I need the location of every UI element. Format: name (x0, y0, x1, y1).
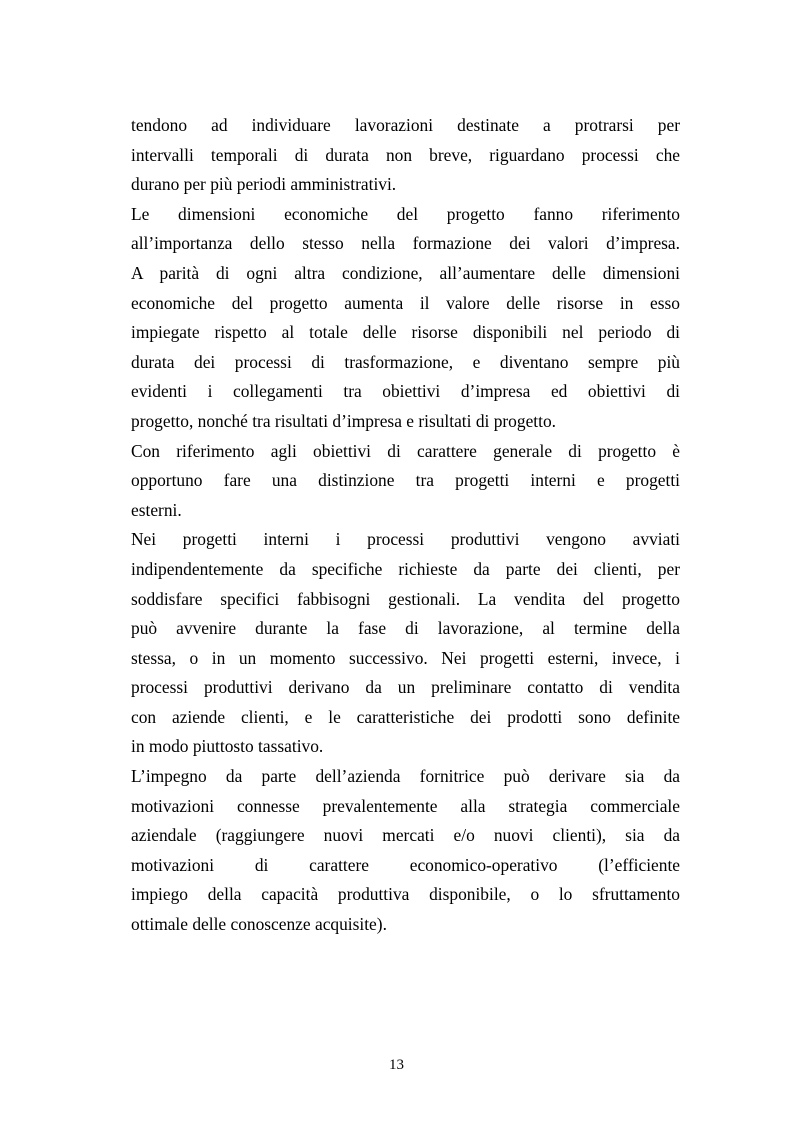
text-line: aziendale (raggiungere nuovi mercati e/o nuovi clienti), sia da (131, 825, 680, 846)
body-text (131, 111, 680, 940)
paragraph (131, 437, 680, 526)
text-line: opportuno fare una distinzione tra progetti interni e progetti (131, 470, 680, 491)
text-line: ottimale delle conoscenze acquisite). (131, 914, 387, 935)
text-line: durata dei processi di trasformazione, e diventano sempre più (131, 351, 680, 372)
text-line: motivazioni di carattere economico-operativo (l’efficiente (131, 854, 680, 875)
paragraph (131, 111, 680, 200)
text-line: durano per più periodi amministrativi. (131, 174, 397, 195)
text-line: motivazioni connesse prevalentemente alla strategia commerciale (131, 795, 680, 816)
text-line: Nei progetti interni i processi produttivi vengono avviati (131, 529, 680, 550)
text-line: esterni. (131, 499, 182, 520)
text-line: economiche del progetto aumenta il valore delle risorse in esso (131, 292, 680, 313)
text-line: L’impegno da parte dell’azienda fornitrice può derivare sia da (131, 766, 680, 787)
text-line: può avvenire durante la fase di lavorazione, al termine della (131, 618, 680, 639)
text-line: Le dimensioni economiche del progetto fanno riferimento (131, 203, 680, 224)
text-line: Con riferimento agli obiettivi di carattere generale di progetto è (131, 440, 680, 461)
paragraph (131, 525, 680, 762)
text-line: processi produttivi derivano da un preliminare contatto di vendita (131, 677, 680, 698)
text-line: tendono ad individuare lavorazioni destinate a protrarsi per (131, 115, 680, 135)
page-number: 13 (389, 1057, 404, 1073)
text-line: soddisfare specifici fabbisogni gestionali. La vendita del progetto (131, 588, 680, 609)
text-line: indipendentemente da specifiche richieste da parte dei clienti, per (131, 558, 680, 579)
text-line: progetto, nonché tra risultati d’impresa e risultati di progetto. (131, 410, 556, 431)
text-line: A parità di ogni altra condizione, all’aumentare delle dimensioni (131, 262, 680, 283)
text-line: impiegate rispetto al totale delle risorse disponibili nel periodo di (131, 322, 680, 343)
text-line: evidenti i collegamenti tra obiettivi d’impresa ed obiettivi di (131, 381, 680, 402)
text-line: intervalli temporali di durata non breve, riguardano processi che (131, 144, 680, 165)
paragraph (131, 200, 680, 437)
text-line: in modo piuttosto tassativo. (131, 736, 324, 757)
text-line: all’importanza dello stesso nella formazione dei valori d’impresa. (131, 233, 680, 254)
paragraph (131, 762, 680, 940)
text-line: impiego della capacità produttiva disponibile, o lo sfruttamento (131, 884, 680, 905)
text-line: stessa, o in un momento successivo. Nei progetti esterni, invece, i (131, 647, 680, 668)
text-line: con aziende clienti, e le caratteristiche dei prodotti sono definite (131, 706, 680, 727)
